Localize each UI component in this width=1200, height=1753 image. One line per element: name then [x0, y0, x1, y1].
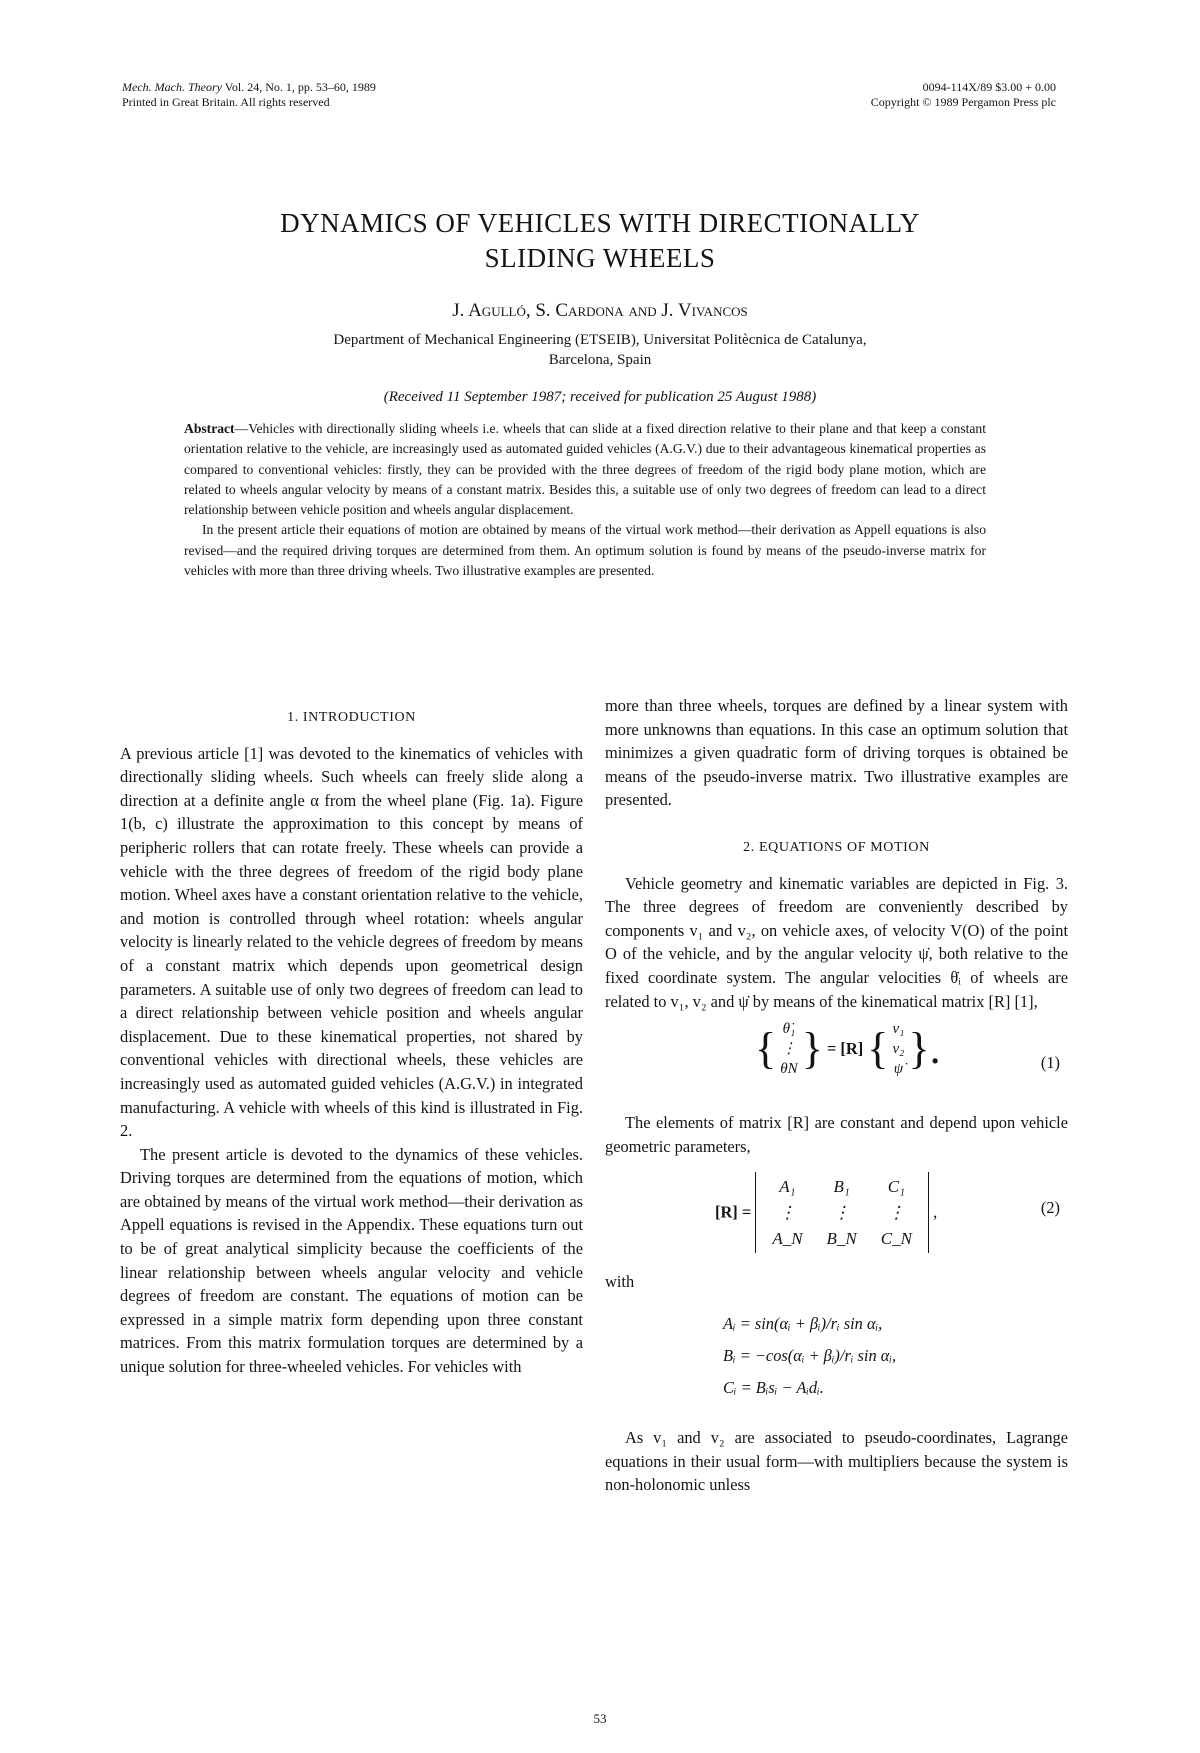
psi-symbol: ψ̇ [893, 1061, 904, 1078]
matrix-row-dots [760, 1200, 924, 1226]
theta-top: θ̇₁ [782, 1021, 796, 1038]
theta-dots: ⋮ [781, 1041, 797, 1058]
printed-note: Printed in Great Britain. All rights reserved [122, 95, 330, 109]
theta-vector [780, 1019, 797, 1079]
definition-a: Aᵢ = sin(αᵢ + βᵢ)/rᵢ sin αᵢ, [723, 1313, 883, 1333]
equations-paragraph-1: Vehicle geometry and kinematic variables are depicted in Fig. 3. The three degrees of freedom are conveniently described by components v₁ and v₂, on vehicle axes, of velocity V(O) of the point O of the vehicle, and by the angular velocity ψ̇, both relative to the fixed coordinate system. The angular velocities θ̇ᵢ of wheels are related to v₁, v₂ and ψ̇ by means of the kinematical matrix [R] [1], [605, 873, 1068, 1011]
intro-paragraph-2: The present article is devoted to the dynamics of these vehicles. Driving torques are determined from the equations of motion, which are obtained by means of the virtual work method—their derivation as Appell equations is revised in the Appendix. These equations turn out to be of great analytical simplicity because the coefficients of the linear relationship between wheels angular velocity and vehicle degrees of freedom are constant. The equations of motion can be expressed in a simple matrix form depending upon three constant matrices. From this matrix formulation torques are determined by a unique solution for three-wheeled vehicles. For vehicles with [120, 1144, 583, 1377]
equations-paragraph-2: The elements of matrix [R] are constant and depend upon vehicle geometric parameters, [605, 1113, 1068, 1156]
paper-title [120, 206, 1080, 276]
matrix-dots-c: ⋮ [887, 1202, 905, 1222]
matrix-dots-a: ⋮ [778, 1202, 796, 1222]
matrix-dots-b: ⋮ [833, 1202, 851, 1222]
page-number: 53 [593, 1711, 607, 1726]
abstract-paragraph-1 [184, 419, 986, 520]
received-dates: (Received 11 September 1987; received for publication 25 August 1988) [383, 389, 817, 405]
right-brace: } [801, 1024, 823, 1074]
equation-1-number: (1) [1040, 1053, 1060, 1073]
affiliation-line-1: Department of Mechanical Engineering (ETSEIB), Universitat Politècnica de Catalunya, [333, 332, 867, 348]
section-heading-introduction: 1. INTRODUCTION [287, 710, 416, 725]
velocity-vector [893, 1019, 905, 1079]
theta-bottom: θ̇N [780, 1061, 798, 1078]
article-code: 0094-114X/89 $3.00 + 0.00 [922, 80, 1056, 94]
matrix-cn: C_N [880, 1228, 912, 1248]
equation-2 [605, 1164, 1068, 1260]
with-word: with [605, 1272, 635, 1292]
authors: J. Agulló, S. Cardona and J. Vivancos [452, 300, 748, 321]
title-line-2: SLIDING WHEELS [484, 243, 716, 273]
definition-c: Cᵢ = Bᵢsᵢ − Aᵢdᵢ. [723, 1377, 824, 1397]
matrix-r-symbol: [R] [840, 1039, 864, 1059]
v1-symbol: v₁ [892, 1021, 905, 1038]
equation-2-number: (2) [1040, 1198, 1060, 1218]
journal-header [122, 80, 376, 110]
abstract [184, 419, 986, 581]
definition-b: Bᵢ = −cos(αᵢ + βᵢ)/rᵢ sin αᵢ, [723, 1345, 897, 1365]
matrix-row-n [760, 1226, 924, 1252]
matrix-r-lhs: [R] = [715, 1202, 752, 1222]
affiliation [120, 330, 1080, 370]
matrix-an: A_N [772, 1228, 803, 1248]
coefficient-definitions [605, 1308, 1068, 1404]
copyright-line: Copyright © 1989 Pergamon Press plc [870, 95, 1056, 109]
v2-symbol: v₂ [892, 1041, 905, 1058]
matrix-b1: B₁ [833, 1177, 850, 1197]
left-brace-2: { [867, 1024, 889, 1074]
equation-1-body [755, 1019, 941, 1079]
matrix-row-1 [760, 1174, 924, 1200]
left-column [120, 700, 583, 1379]
journal-citation: Vol. 24, No. 1, pp. 53–60, 1989 [224, 80, 376, 94]
section-heading-equations: 2. EQUATIONS OF MOTION [743, 839, 930, 855]
eq1-equals: = [826, 1039, 837, 1059]
matrix-a1: A₁ [779, 1177, 796, 1197]
intro-paragraph-3: more than three wheels, torques are defined by a linear system with more unknowns than equations. In this case an optimum solution that minimizes a given quadratic form of driving torques is obtained be means of the pseudo-inverse matrix. Two illustrative examples are presented. [605, 696, 1068, 810]
matrix-r-table [760, 1174, 924, 1251]
right-column [605, 696, 1068, 1497]
affiliation-line-2: Barcelona, Spain [548, 352, 652, 368]
title-line-1: DYNAMICS OF VEHICLES WITH DIRECTIONALLY [280, 208, 920, 238]
matrix-bn: B_N [826, 1228, 857, 1248]
equation-1 [605, 1019, 1068, 1105]
equations-paragraph-3: As v₁ and v₂ are associated to pseudo-coordinates, Lagrange equations in their usual form—with multipliers because the system is non-holonomic unless [605, 1427, 1068, 1495]
abstract-text-1: —Vehicles with directionally sliding wheels i.e. wheels that can slide at a fixed direction relative to their plane and that keep a constant orientation relative to the vehicle, are increasingly used as automated guided vehicles (A.G.V.) due to their advantageous kinematical properties as compared to conventional vehicles: firstly, they can be provided with the three degrees of freedom of the rigid body plane motion, which are related to wheels angular velocity by means of a constant matrix. Besides this, a suitable use of only two degrees of freedom can lead to a direct relationship between vehicle position and wheels angular displacement. [184, 421, 986, 518]
abstract-lead: Abstract [184, 421, 235, 436]
intro-paragraph-1: A previous article [1] was devoted to the kinematics of vehicles with directionally sliding wheels. Such wheels can freely slide along a direction at a definite angle α from the wheel plane (Fig. 1a). Figure 1(b, c) illustrate the approximation to this concept by means of peripheric rollers that can rotate freely. These wheels can provide a vehicle with the three degrees of freedom of the rigid body plane motion. Wheel axes have a constant orientation relative to the vehicle, and motion is controlled through wheel rotation: wheels angular velocity is linearly related to the vehicle degrees of freedom by means of a constant matrix which depends upon geometrical design parameters. A suitable use of only two degrees of freedom can lead to a direct relationship between vehicle position and wheels angular displacement. Due to these kinematical properties, not shared by conventional vehicles with directional wheels, these vehicles are increasingly used as automated guided vehicles (A.G.V.) in integrated manufacturing. A vehicle with wheels of this kind is illustrated in Fig. 2. [120, 743, 583, 1141]
journal-name: Mech. Mach. Theory [122, 80, 222, 94]
left-brace: { [755, 1024, 777, 1074]
equation-2-body: [R] = A₁ B₁ C₁ ⋮ ⋮ ⋮ A_N B_N C_N , [715, 1172, 937, 1253]
matrix-r-body [755, 1172, 929, 1253]
right-brace-2: }. [908, 1024, 941, 1074]
abstract-paragraph-2: In the present article their equations of motion are obtained by means of the virtual work method—their derivation as Appell equations is also revised—and the required driving torques are determined from them. An optimum solution is found by means of the pseudo-inverse matrix for vehicles with more than three driving wheels. Two illustrative examples are presented. [184, 522, 986, 579]
matrix-c1: C₁ [887, 1177, 905, 1197]
copyright-header [871, 80, 1056, 110]
